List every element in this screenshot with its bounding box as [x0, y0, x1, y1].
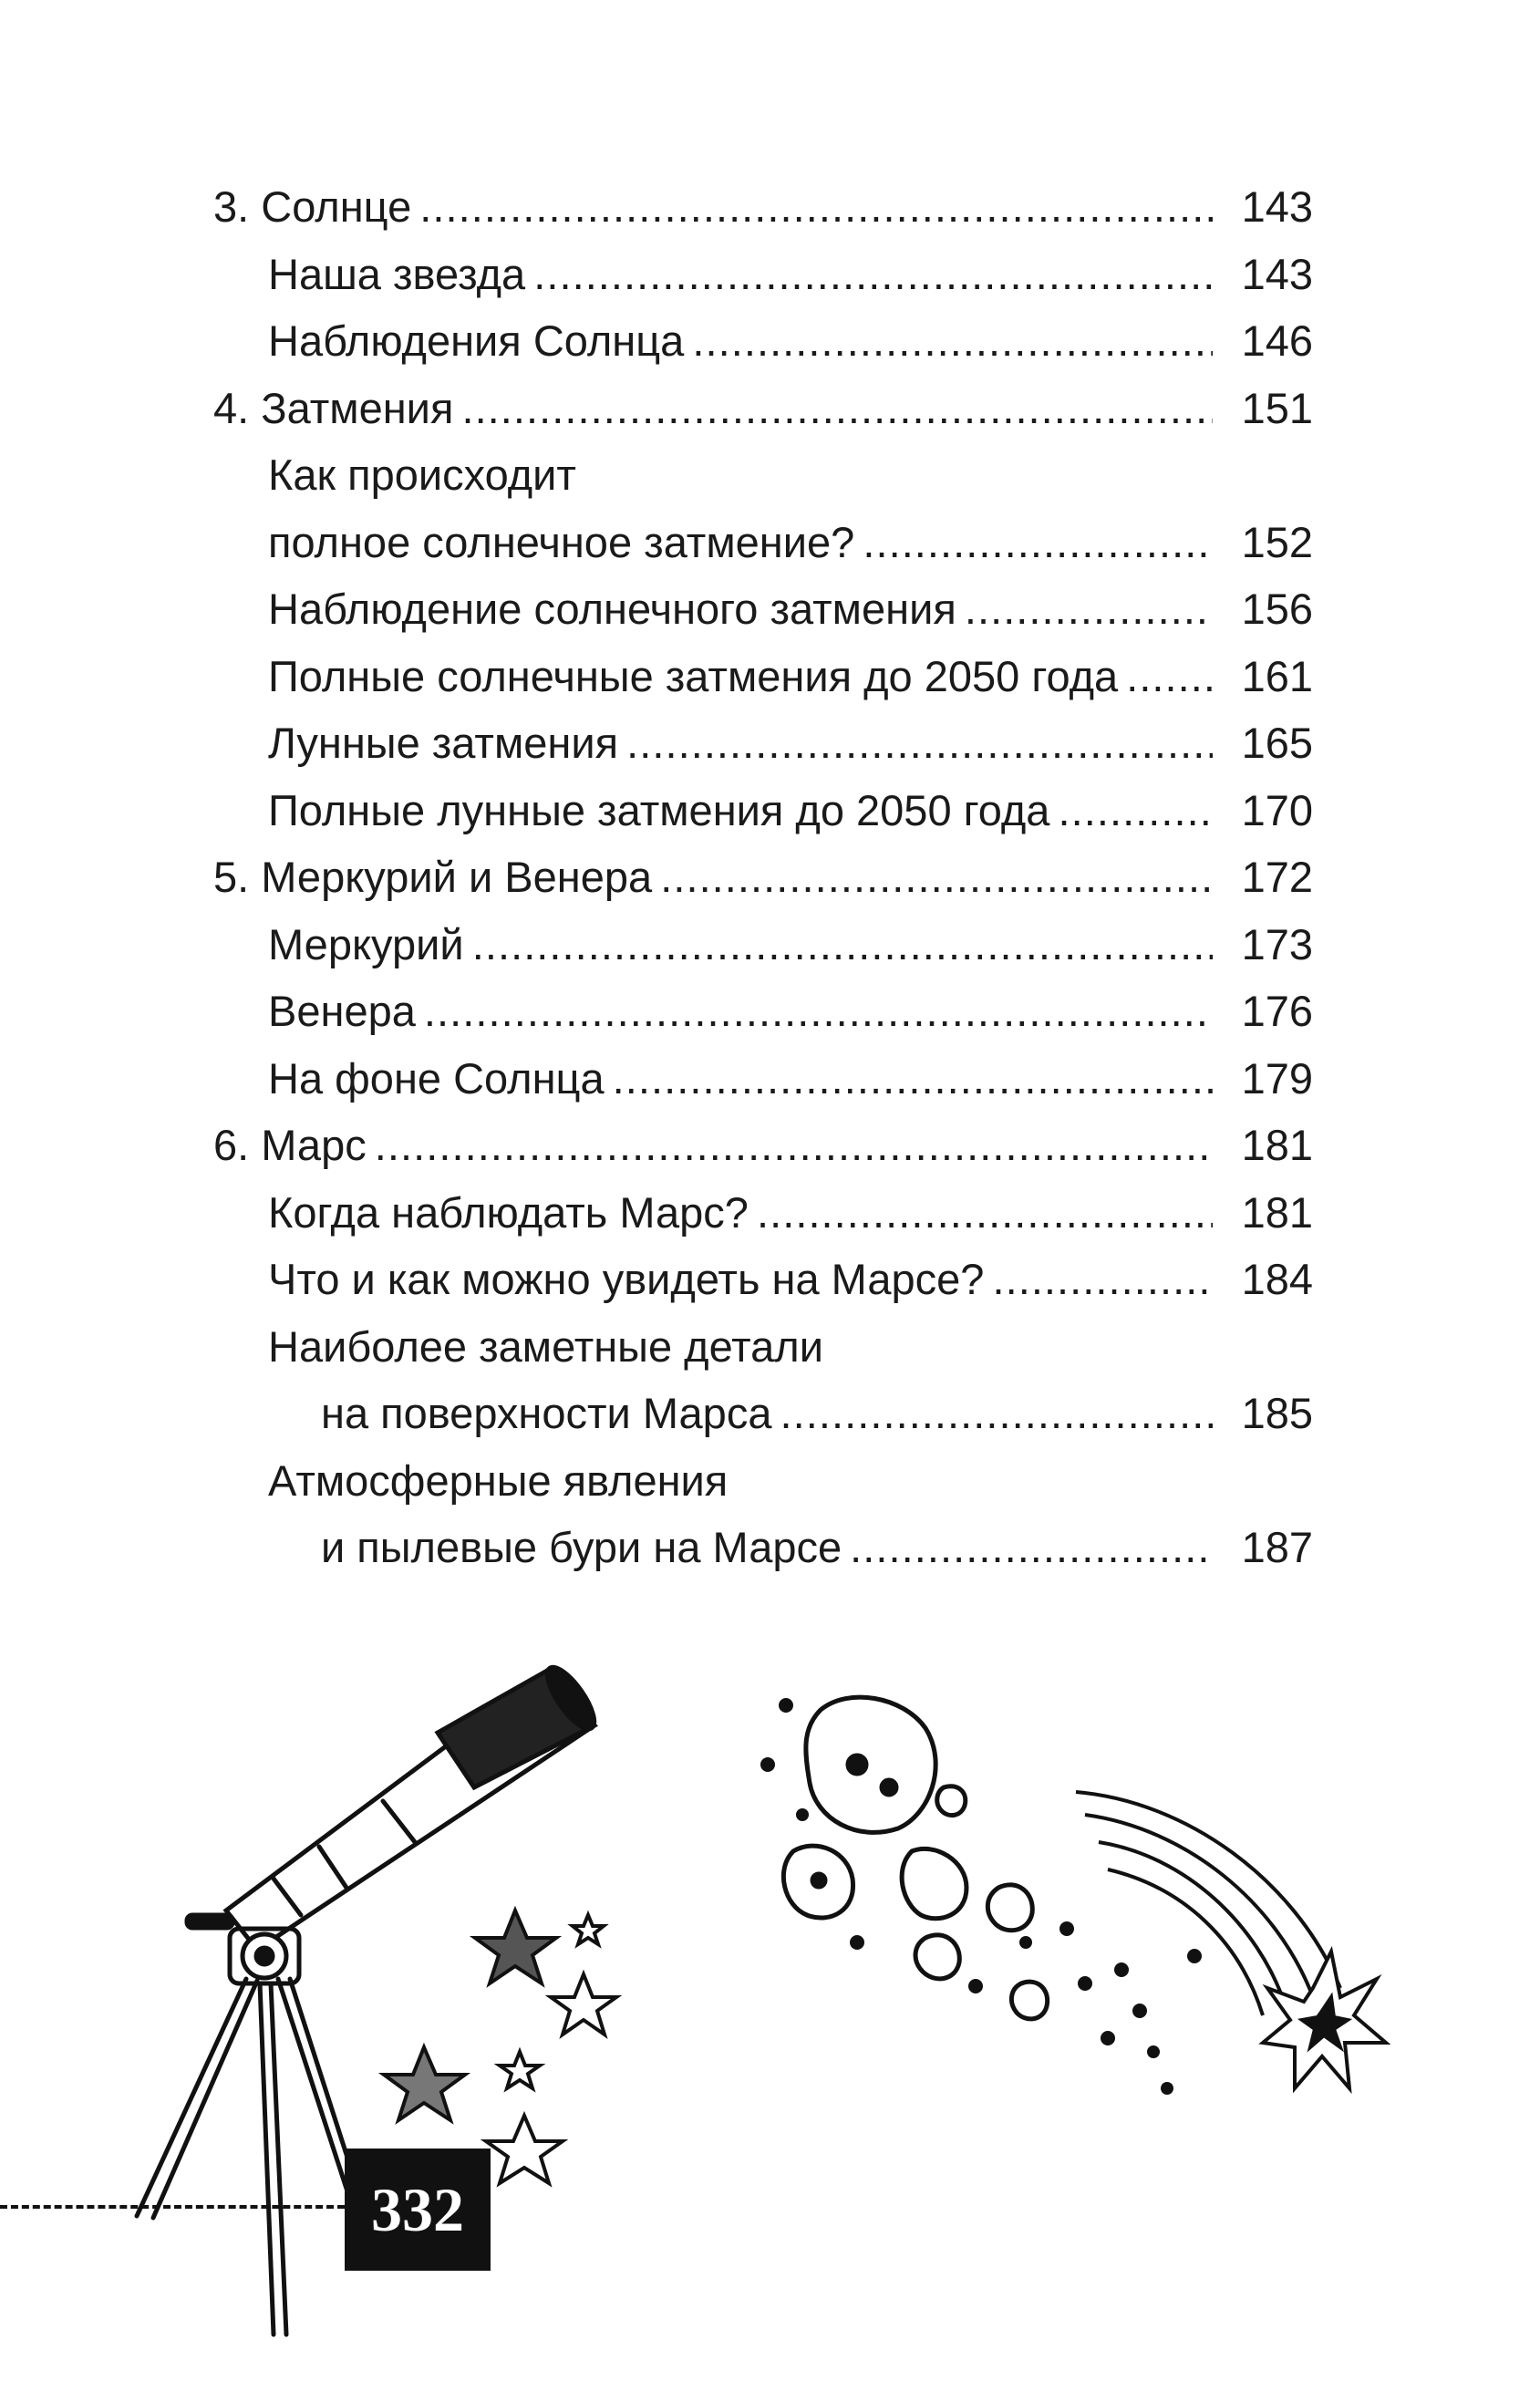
toc-entry-title-text: Наиболее заметные детали [268, 1321, 823, 1371]
toc-entry-title-text: Что и как можно увидеть на Марсе? [268, 1255, 985, 1303]
toc-entry-title-text: 3. Солнце [213, 182, 412, 231]
toc-entry-title-text: Наша звезда [268, 249, 526, 298]
toc-entry-page: 181 [1222, 1179, 1313, 1247]
asteroid-icon [783, 1697, 1047, 2019]
toc-entry-title-text: 4. Затмения [213, 383, 454, 432]
footer-dash-line [0, 2205, 345, 2209]
toc-entry-page: 143 [1222, 173, 1313, 241]
toc-entry-title-text: Полные солнечные затмения до 2050 года [268, 651, 1119, 700]
toc-entry-title-text: Наблюдения Солнца [268, 316, 685, 365]
toc-entry-title-text: На фоне Солнца [268, 1053, 605, 1103]
toc-entry-title-text: Венера [268, 987, 416, 1035]
toc-entry-page: 165 [1222, 709, 1313, 777]
toc-entry-title-text: Когда наблюдать Марс? [268, 1187, 749, 1237]
toc-entry-title-text: 6. Марс [213, 1121, 367, 1169]
toc-entry-page: 187 [1222, 1514, 1313, 1581]
toc-entry-title-text: Как происходит [268, 450, 576, 499]
toc-entry-page: 173 [1222, 911, 1313, 979]
toc-entry-page: 185 [1222, 1380, 1313, 1447]
toc-entry-title-text: Полные лунные затмения до 2050 года [268, 785, 1050, 834]
toc-entry-title-text: Наблюдение солнечного затмения [268, 585, 956, 633]
toc-entry-page: 146 [1222, 307, 1313, 375]
toc-entry-title-text: Меркурий [268, 919, 464, 968]
toc-entry-page: 161 [1222, 643, 1313, 710]
toc-entry-page: 156 [1222, 575, 1313, 643]
toc-entry-title-text: Лунные затмения [268, 719, 619, 767]
toc-entry-page: 181 [1222, 1112, 1313, 1179]
toc-entry-page: 179 [1222, 1045, 1313, 1113]
toc-entry-title-text: 5. Меркурий и Венера [213, 853, 653, 901]
toc-entry-page: 176 [1222, 978, 1313, 1045]
toc-entry-page: 152 [1222, 509, 1313, 576]
toc-entry-page: 143 [1222, 241, 1313, 308]
toc-entry-title-text: полное солнечное затмение? [268, 517, 855, 566]
toc-entry-page: 151 [1222, 375, 1313, 442]
toc-entry-title-text: Атмосферные явления [268, 1455, 729, 1505]
page-number: 332 [345, 2149, 491, 2271]
toc-entry-page: 184 [1222, 1246, 1313, 1313]
toc-entry-page: 172 [1222, 844, 1313, 911]
toc-entry-title-text: на поверхности Марса [321, 1389, 772, 1437]
toc-entry-title-text: и пылевые бури на Марсе [321, 1523, 842, 1571]
toc-entry-page: 170 [1222, 777, 1313, 844]
star-icon [384, 1910, 616, 2183]
